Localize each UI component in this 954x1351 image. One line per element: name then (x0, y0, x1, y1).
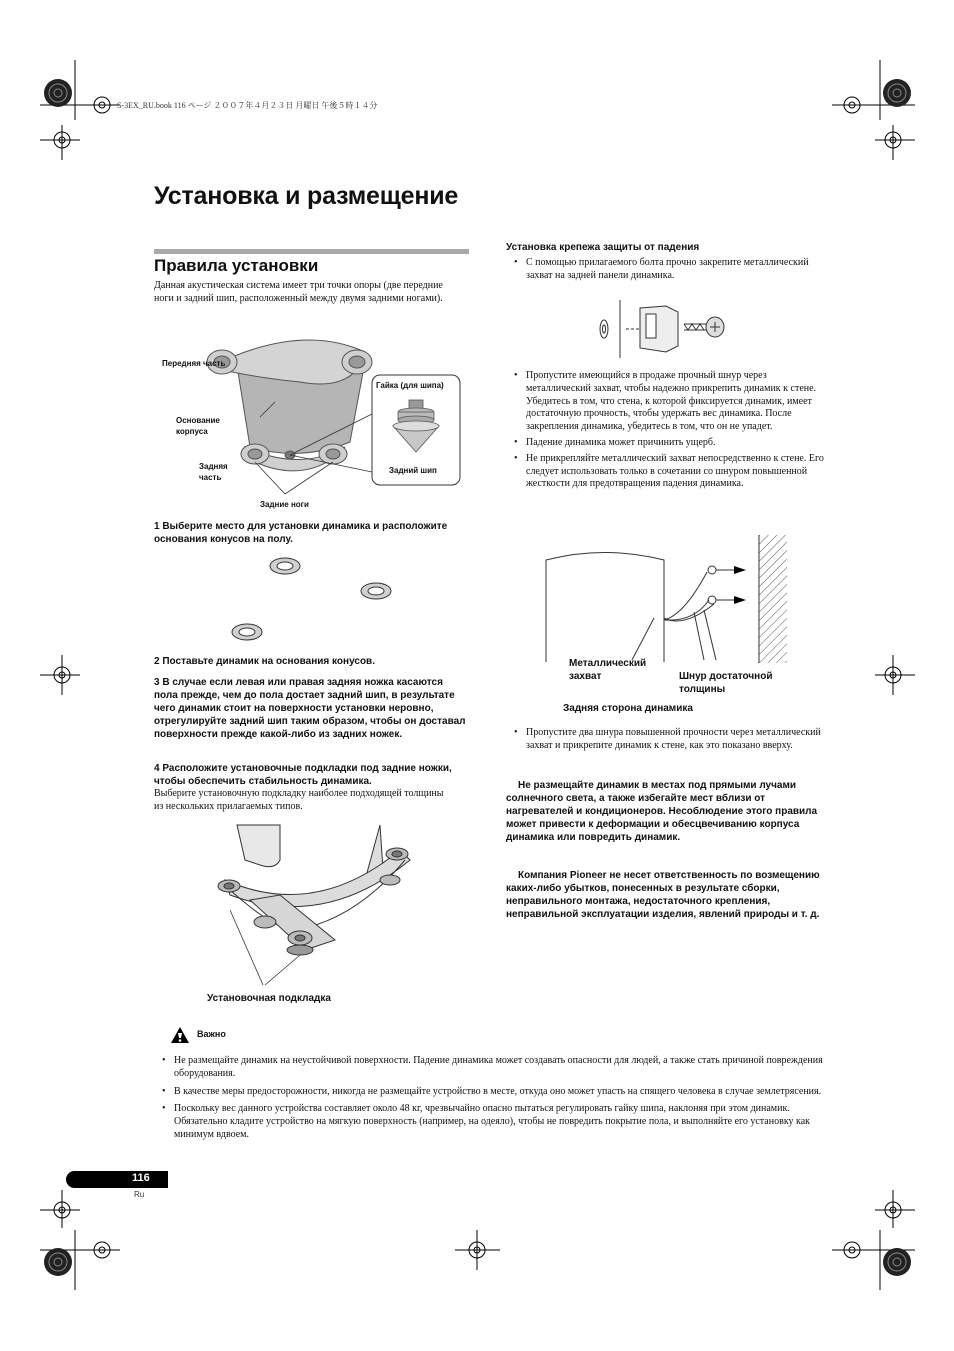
label-spike: Задний шип (389, 466, 437, 475)
intro-paragraph: Данная акустическая система имеет три точки опоры (две передние ноги и задний шип, расположенный между двумя задними ногами). (154, 280, 443, 304)
page-number-badge (66, 1171, 168, 1188)
label-base: Основание корпуса (176, 416, 220, 436)
important-item-2: • В качестве меры предосторожности, никогда не размещайте устройство в месте, откуда оно может упасть на спящего человека в случае землетрясения. (162, 1086, 827, 1099)
step-2: 2 Поставьте динамик на основания конусов. (154, 656, 375, 667)
bracket-bullet-2: • Пропустите имеющийся в продаже прочный шнур через металлический захват, чтобы надежно прикрепить динамик к стене. Убедитесь в том, что стена, к которой фиксируется динамик, имеет достаточную прочность, чтобы удержать вес динамика. После закрепления динамика, убедитесь в том, что он не упадет. (514, 370, 824, 434)
bracket-list-1 (514, 257, 824, 283)
bracket-bullet-5: • Пропустите два шнура повышенной прочности через металлический захват и прикрепите динамик к стене, как это показано вверху. (514, 727, 824, 753)
step-3: 3 В случае если левая или правая задняя ножка касаются пола прежде, чем до пола достает задний шип, в результате чего динамик стоит на поверхности установки неровно, отрегулируйте задний шип таким образом, чтобы он доставал поверхности прежде какой-либо из задних ножек. (154, 677, 466, 740)
bracket-bolt-figure (596, 300, 731, 360)
warning-icon (170, 1026, 190, 1044)
warning-sunlight: Не размещайте динамик в местах под прямыми лучами солнечного света, а также избегайте мест вблизи от нагревателей и кондиционеров. Несоблюдение этого правила может привести к деформации и обесцвечиванию корпуса динамика или повредить динамик. (506, 780, 818, 843)
important-list (162, 1055, 827, 1142)
wall-mount-figure (544, 530, 789, 670)
important-item-1: • Не размещайте динамик на неустойчивой поверхности. Падение динамика может создавать опасности для людей, а также стать причиной повреждения оборудования. (162, 1055, 827, 1081)
cone-bases-figure (225, 552, 405, 644)
print-header-line: S-3EX_RU.book 116 ページ ２００７年４月２３日 月曜日 午後５時１４分 (117, 101, 378, 110)
label-front: Передняя часть (162, 359, 226, 368)
label-metal-bracket: Металлический захват (569, 658, 647, 682)
bracket-list-2 (514, 370, 824, 491)
page-number: 116 (132, 1172, 150, 1184)
important-item-3: • Поскольку вес данного устройства составляет около 48 кг, чрезвычайно опасно пытаться регулировать гайку шипа, наклоняя при этом динамик. Обязательно кладите устройство на мягкую поверхность (например, на одеяло), чтобы не повредить покрытие пола, и выполняйте его установку как минимум вдвоем. (162, 1103, 827, 1141)
label-cord: Шнур достаточной толщины (679, 671, 773, 695)
label-rear-legs: Задние ноги (260, 500, 309, 509)
section-rule (154, 249, 469, 254)
warning-liability: Компания Pioneer не несет ответственность по возмещению каких-либо убытков, понесенных в результате сборки, неправильного монтажа, недостаточного крепления, неправильной эксплуатации изделия, явлений природы и т. д. (506, 870, 820, 920)
step-1: 1 Выберите место для установки динамика и расположите основания конусов на полу. (154, 521, 448, 545)
label-leveling-pad: Установочная подкладка (207, 993, 331, 1004)
bracket-bullet-4: • Не прикрепляйте металлический захват непосредственно к стене. Его следует использовать только в сочетании со шнуром повышенной жесткости для предотвращения падения динамика. (514, 453, 824, 491)
bracket-bullet-3: • Падение динамика может причинить ущерб. (514, 437, 824, 450)
language-code: Ru (134, 1190, 145, 1199)
label-speaker-back: Задняя сторона динамика (563, 703, 693, 714)
label-nut: Гайка (для шипа) (376, 381, 444, 390)
step-4: 4 Расположите установочные подкладки под задние ножки, чтобы обеспечить стабильность динамика. (154, 763, 452, 787)
label-rear: Задняя часть (199, 462, 228, 482)
section-heading: Правила установки (154, 256, 319, 275)
step-4-text: Выберите установочную подкладку наиболее подходящей толщины из нескольких прилагаемых типов. (154, 788, 444, 812)
bracket-list-3 (514, 727, 824, 753)
right-heading: Установка крепежа защиты от падения (506, 242, 700, 253)
bracket-bullet-1: • С помощью прилагаемого болта прочно закрепите металлический захват на задней панели динамика. (514, 257, 824, 283)
important-label: Важно (197, 1029, 226, 1039)
page-title: Установка и размещение (154, 182, 459, 210)
leveling-pad-figure (205, 820, 430, 995)
